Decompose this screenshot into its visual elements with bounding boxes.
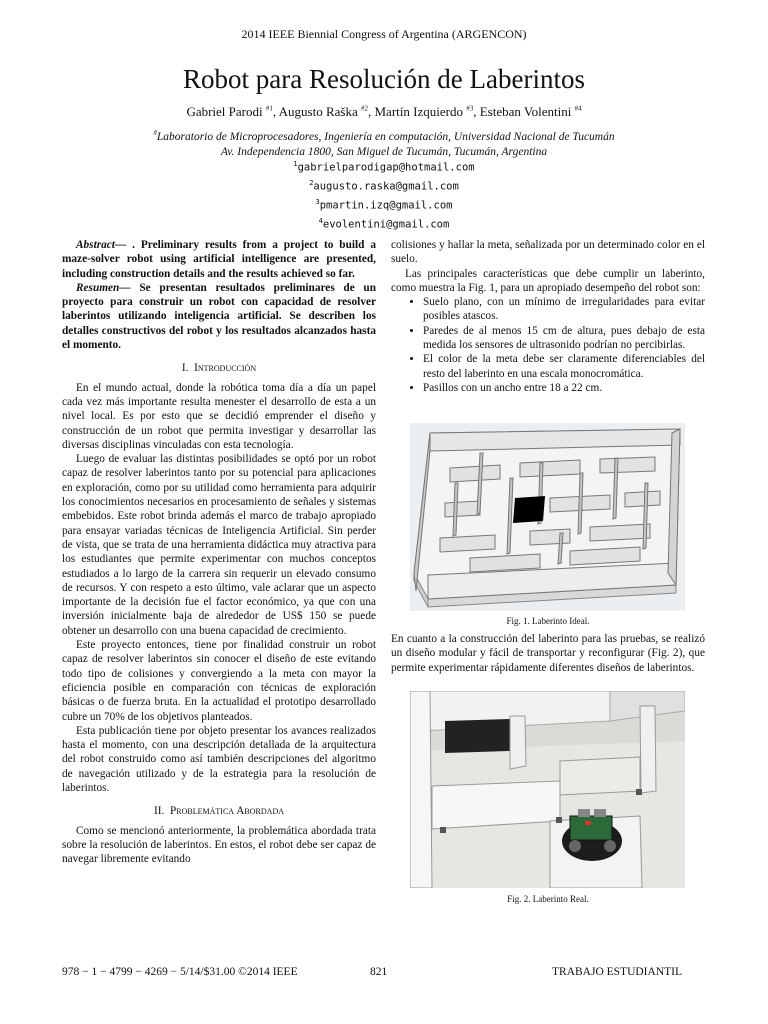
paper-title: Robot para Resolución de Laberintos	[183, 64, 585, 94]
figure-real-maze	[410, 691, 685, 888]
author-mark: #4	[574, 104, 582, 113]
paragraph: colisiones y hallar la meta, señalizada por un determinado color en el suelo.	[391, 239, 705, 266]
affiliation-mark: #	[153, 129, 157, 137]
paragraph: Como se mencionó anteriormente, la problemática abordada trata sobre la resolución de laberintos. En estos, el robot debe ser capaz de navegar libremente evitando	[62, 824, 376, 866]
footer-label: TRABAJO ESTUDIANTIL	[552, 966, 683, 978]
author-mark: #2	[361, 104, 368, 113]
paragraph: Las principales características que debe cumplir un laberinto, como muestra la Fig. 1, para un apropiado desempeño del robot son:	[391, 267, 705, 294]
email-list	[0, 157, 768, 233]
figure-caption: Fig. 2. Laberinto Real.	[507, 894, 589, 904]
email-address[interactable]: evolentini@gmail.com	[322, 218, 450, 231]
author-mark: #1	[265, 104, 273, 113]
paragraph: Esta publicación tiene por objeto presentar los avances realizados hasta el momento, con una descripción detallada de la arquitectura del robot construido como así también descripciones del algoritmo de navegación utilizado y de la estrategia para la resolución de laberintos.	[62, 724, 376, 794]
author-name: Augusto Raška	[278, 104, 358, 119]
figure-caption: Fig. 1. Laberinto Ideal.	[506, 616, 590, 626]
section-heading-problematica	[62, 804, 376, 818]
email-address[interactable]: gabrielparodigap@hotmail.com	[297, 161, 475, 174]
abstract	[62, 238, 376, 281]
list-item: • Pasillos con un ancho entre 18 a 22 cm.	[423, 381, 705, 395]
section-title: Problemática Abordada	[170, 805, 284, 818]
email-mark: 4	[318, 217, 323, 225]
resumen	[62, 281, 376, 352]
author-name: Gabriel Parodi	[186, 104, 263, 119]
right-column	[391, 238, 705, 395]
requirements-list	[391, 295, 705, 395]
list-item: • Suelo plano, con un mínimo de irregularidades para evitar posibles atascos.	[423, 295, 705, 324]
footer-page-number: 821	[370, 966, 388, 978]
email-address[interactable]: augusto.raska@gmail.com	[313, 180, 459, 193]
maze-render-image	[410, 423, 685, 611]
author-name: Esteban Volentini	[479, 104, 572, 119]
paragraph: En el mundo actual, donde la robótica toma día a día un papel cada vez más importante resulta menester el desarrollo de esta a un nivel local. Es por esto que se decidió emprender el diseño y construcción de un robot que permita investigar y desarrollar las diversas disciplinas vinculadas con esta tecnología.	[62, 381, 376, 451]
author-mark: #3	[466, 104, 474, 113]
section-number: II.	[154, 805, 165, 818]
conference-header: 2014 IEEE Biennial Congress of Argentina (ARGENCON)	[241, 27, 527, 41]
left-column	[62, 238, 376, 866]
abstract-text: . Preliminary results from a project to build a maze-solver robot using artificial intelligence are presented, including construction details and the results achieved so far.	[62, 239, 376, 280]
paragraph-text: En cuanto a la construcción del laberinto para las pruebas, se realizó un diseño modular y fácil de transportar y reconfigurar (Fig. 2), que permite experimentar rápidamente diferentes diseños de laberintos.	[391, 633, 705, 674]
paragraph: Este proyecto entonces, tiene por finalidad construir un robot capaz de resolver laberintos sin conocer el diseño de este evitando todo tipo de colisiones y convergiendo a la meta con mayor la eficiencia posible en comparación con técnicas de exploración básicas o de fuerza bruta. En la actualidad el prototipo desarrollado cubre un 70% de los objetivos planteados.	[62, 639, 376, 723]
section-number: I.	[181, 362, 189, 375]
section-heading-introduccion	[62, 361, 376, 375]
email-address[interactable]: pmartin.izq@gmail.com	[319, 199, 453, 212]
resumen-text: Se presentan resultados preliminares de un proyecto para construir un robot con capacidad de resolver laberintos utilizando inteligencia artificial. Se describen los detalles constructivos del robot y los resultados alcanzados hasta el momento.	[62, 281, 376, 352]
paragraph: Luego de evaluar las distintas posibilidades se optó por un robot capaz de resolver laberintos tanto por su potencial para aplicaciones en exploración, como por su utilidad como herramienta para adquirir los conocimientos necesarios en procesamiento de señales y sistemas embebidos. Este robot brinda además el marco de trabajo apropiado para ensayar variadas técnicas de Inteligencia Artificial. Sin perder de vista, que se trata de una herramienta didáctica muy atractiva para los estudiantes que permite experimentar con muchos conceptos estudiados a lo largo de la carrera sin requerir un elevado consumo de recursos. Y con respeto a esto último, vale aclarar que un aspecto importante de la decisión fue el factor económico, ya que con una inversión inicialmente baja de alrededor de US$ 150 se puede obtener un desarrollo con una buena capacidad de crecimiento.	[62, 453, 376, 637]
maze-photo-image	[410, 691, 685, 888]
footer-isbn: 978 − 1 − 4799 − 4269 − 5/14/$31.00 ©2014 IEEE	[62, 966, 298, 978]
paragraph	[391, 632, 705, 675]
list-item: • Paredes de al menos 15 cm de altura, pues debajo de esta medida los sensores de ultrasonido podrían no percibirlas.	[423, 324, 705, 353]
abstract-label: Abstract—	[76, 239, 127, 251]
author-name: Martín Izquierdo	[374, 104, 463, 119]
author-list: Gabriel Parodi $^{\#1}$, Augusto Raška $^{\#2}$, Martín Izquierdo $^{\#3}$, Esteban Volentini $^{\#4}$	[186, 104, 582, 119]
section-title: Introducción	[194, 362, 257, 375]
email-mark: 2	[309, 179, 314, 187]
list-item: • El color de la meta debe ser claramente diferenciables del resto del laberinto en una escala monocromática.	[423, 352, 705, 381]
affiliation	[0, 126, 768, 160]
affiliation-address: Av. Independencia 1800, San Miguel de Tucumán, Tucumán, Argentina	[220, 145, 548, 158]
affiliation-line: Laboratorio de Microprocesadores, Ingeniería en computación, Universidad Nacional de Tucumán	[156, 130, 615, 143]
resumen-label: Resumen—	[76, 281, 131, 294]
email-mark: 3	[315, 198, 320, 206]
figure-ideal-maze	[410, 423, 685, 611]
email-mark: 1	[293, 160, 298, 168]
